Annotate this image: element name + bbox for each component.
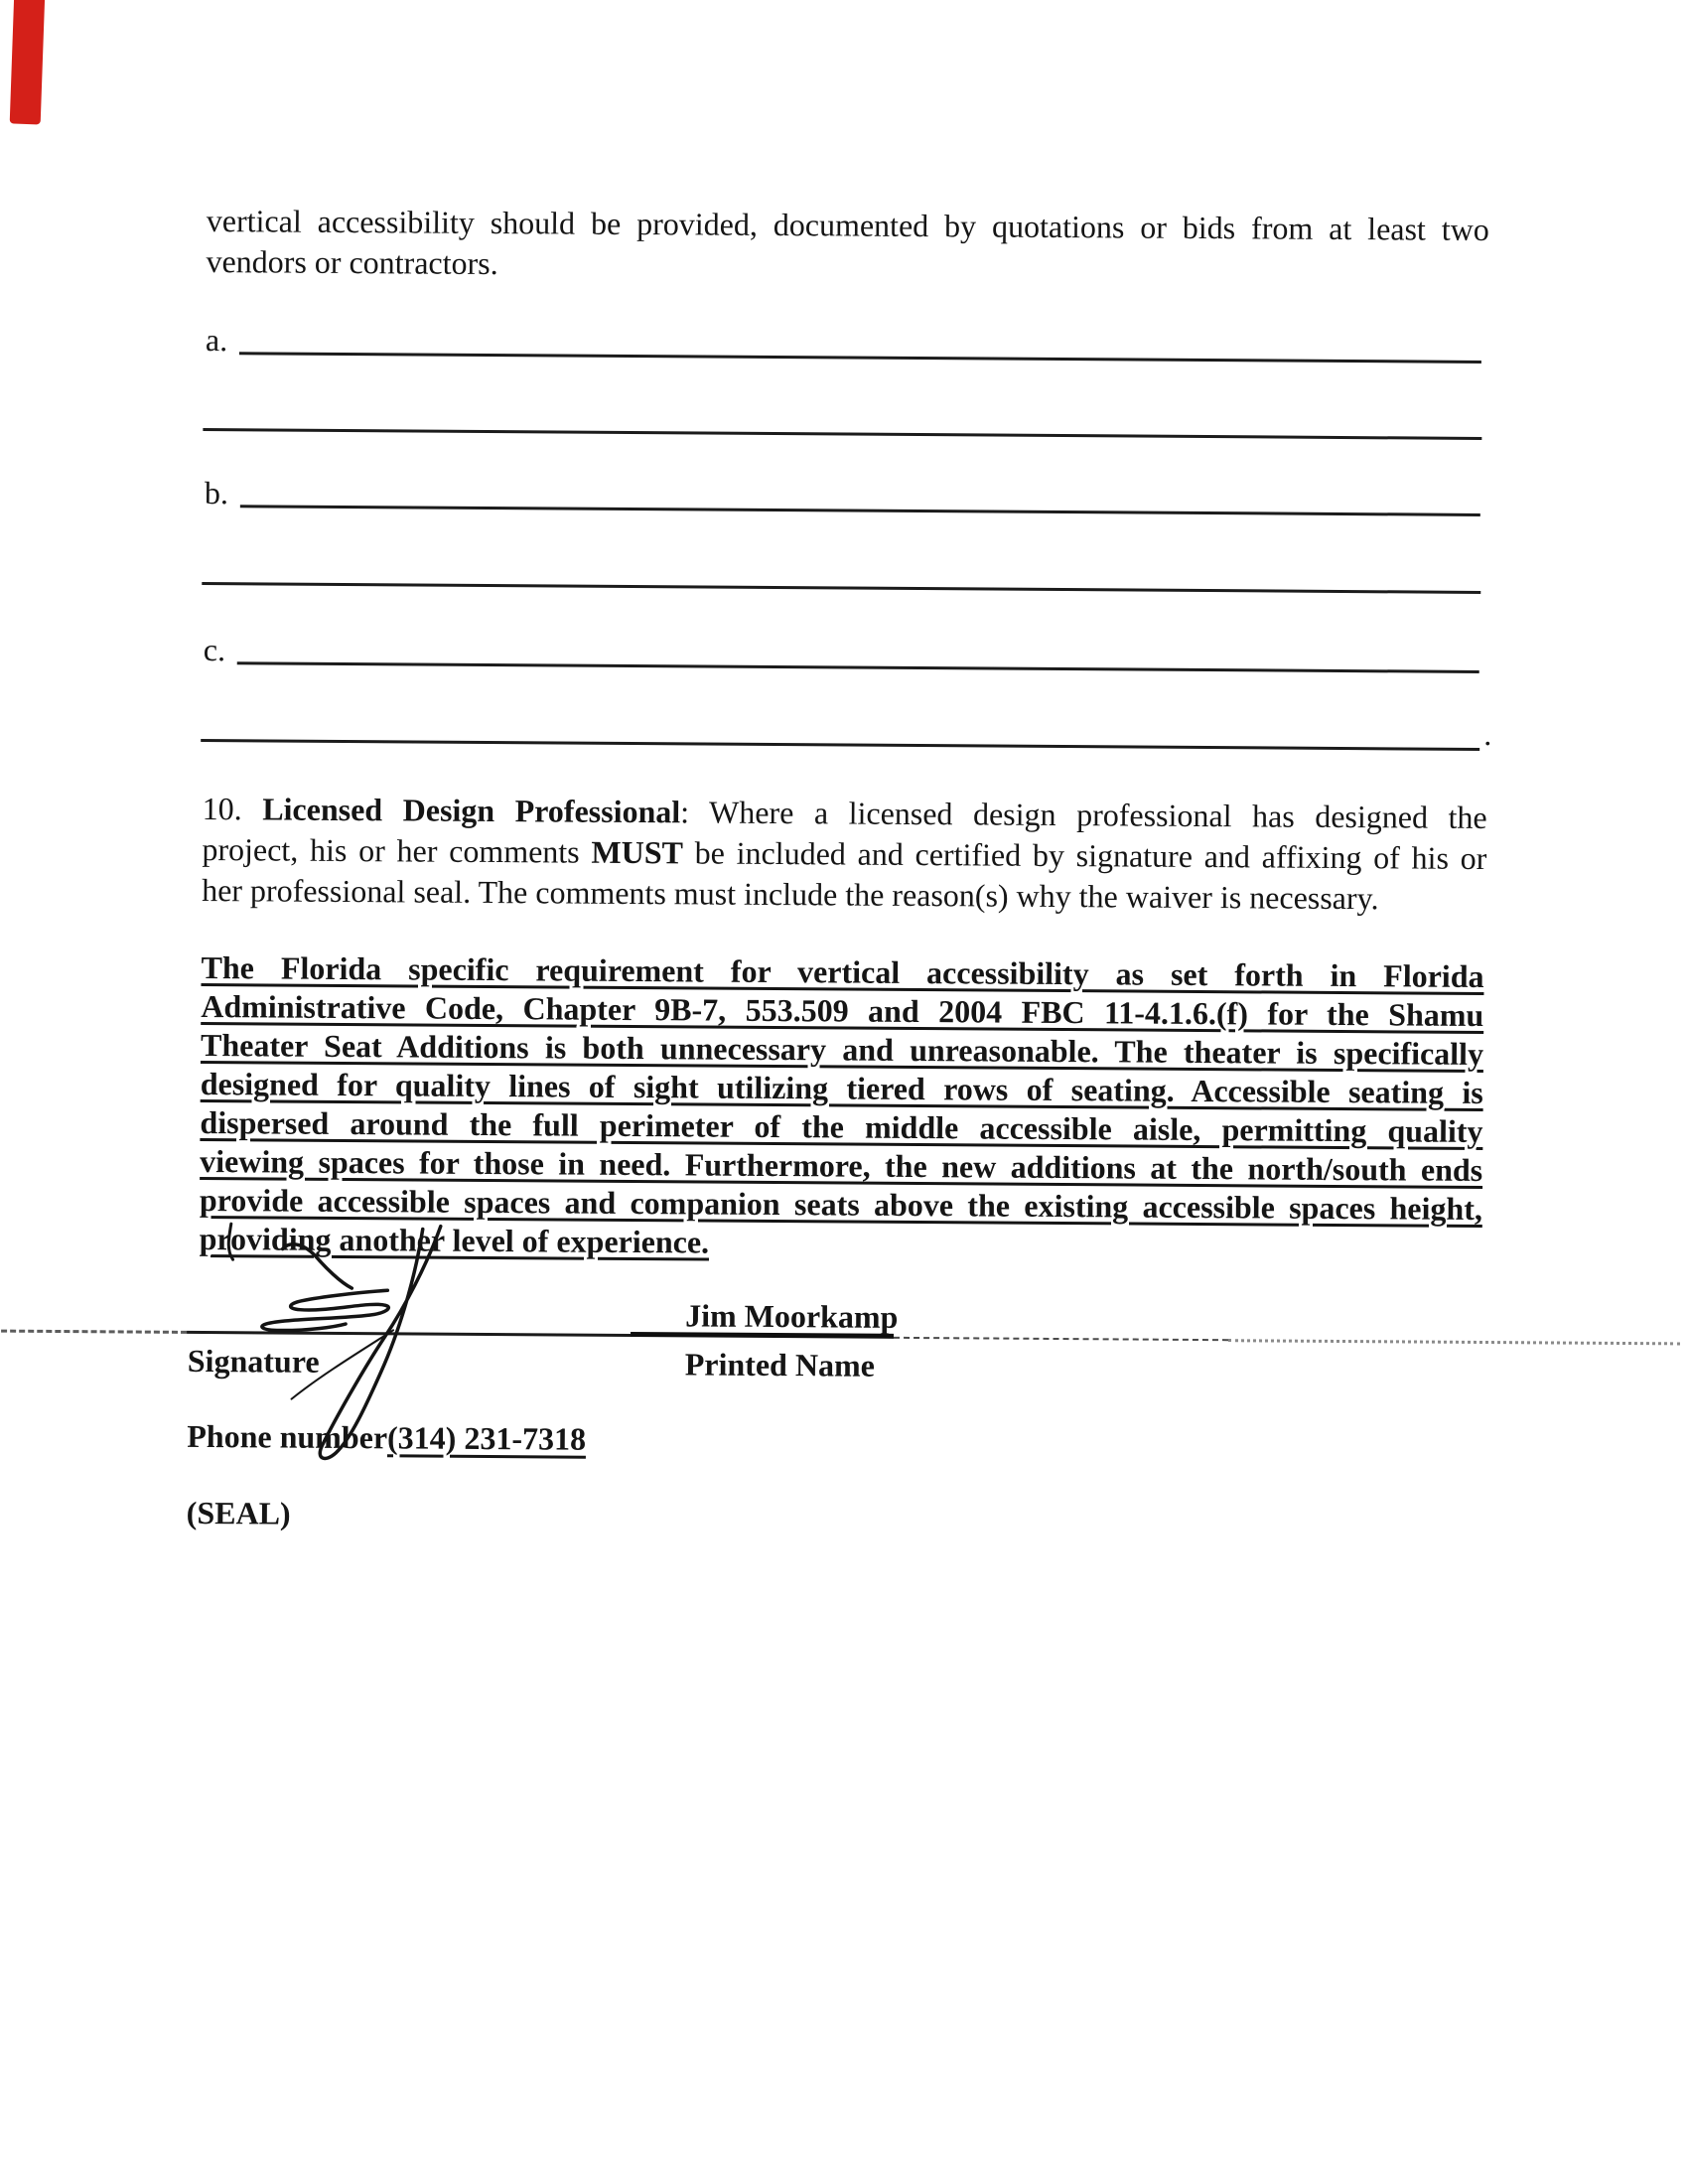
section-10-title: Licensed Design Professional	[262, 791, 681, 830]
section-10-line-2-pre: project, his or her comments	[202, 830, 592, 870]
scan-dotted-line-right	[1228, 1339, 1680, 1345]
blank-line-c2	[201, 739, 1479, 751]
phone-value: (314) 231-7318	[386, 1419, 587, 1457]
signature-stroke-curl	[282, 1244, 352, 1288]
signature-stroke-zigzag	[262, 1289, 389, 1331]
intro-paragraph	[206, 201, 1489, 291]
comments-line-7: provide accessible spaces and companion seats above the existing accessible spaces height,	[199, 1181, 1483, 1227]
section-10-paragraph	[202, 789, 1487, 920]
comments-line-5: dispersed around the full perimeter of the middle accessible aisle, permitting quality	[200, 1103, 1483, 1149]
signature-label: Signature	[187, 1342, 320, 1380]
blank-line-c	[237, 661, 1479, 673]
list-item-b-label: b.	[204, 474, 229, 511]
printed-name-line-extension	[894, 1337, 1228, 1341]
comments-line-3: Theater Seat Additions is both unnecessary and unreasonable. The theater is specifically	[200, 1026, 1484, 1072]
list-item-c-label: c.	[203, 631, 226, 668]
blank-line-a2	[203, 428, 1481, 440]
section-10-line-3: her professional seal. The comments must include the reason(s) why the waiver is necessary.	[202, 871, 1379, 917]
signature-stroke-diagonal	[292, 1330, 393, 1400]
signature-scribble	[170, 1182, 509, 1512]
section-10-line-1-rest: : Where a licensed design professional has designed the	[680, 794, 1487, 836]
signature-stroke-tick	[228, 1224, 233, 1259]
comments-line-6: viewing spaces for those in need. Furthermore, the new additions at the north/south ends	[200, 1142, 1483, 1188]
comments-line-1: The Florida specific requirement for vertical accessibility as set forth in Florida	[201, 948, 1484, 995]
signature-stroke-tall-loop	[320, 1226, 441, 1459]
intro-line-2: vendors or contractors.	[206, 242, 498, 282]
blank-line-a	[239, 352, 1481, 364]
blank-line-b	[240, 505, 1480, 516]
comments-line-2: Administrative Code, Chapter 9B-7, 553.509 and 2004 FBC 11-4.1.6.(f) for the Shamu	[201, 987, 1484, 1033]
blank-line-b2	[202, 582, 1480, 594]
phone-label: Phone number	[187, 1417, 388, 1456]
section-10-must: MUST	[591, 833, 684, 871]
printed-name-value: Jim Moorkamp	[685, 1297, 899, 1335]
list-item-a-label: a.	[205, 321, 228, 359]
trailing-period: .	[1483, 715, 1492, 753]
comments-line-4: designed for quality lines of sight utilizing tiered rows of seating. Accessible seating is	[200, 1065, 1483, 1110]
scan-dashed-line-left	[0, 1330, 187, 1334]
comments-line-8: providing another level of experience.	[199, 1220, 710, 1260]
intro-line-1: vertical accessibility should be provided, documented by quotations or bids from at least two	[206, 202, 1489, 248]
printed-name-label: Printed Name	[684, 1346, 876, 1383]
seal-label: (SEAL)	[186, 1494, 291, 1531]
section-10-line-2-post: be included and certified by signature and affixing of his or	[682, 834, 1487, 877]
section-10-number: 10.	[202, 790, 263, 827]
